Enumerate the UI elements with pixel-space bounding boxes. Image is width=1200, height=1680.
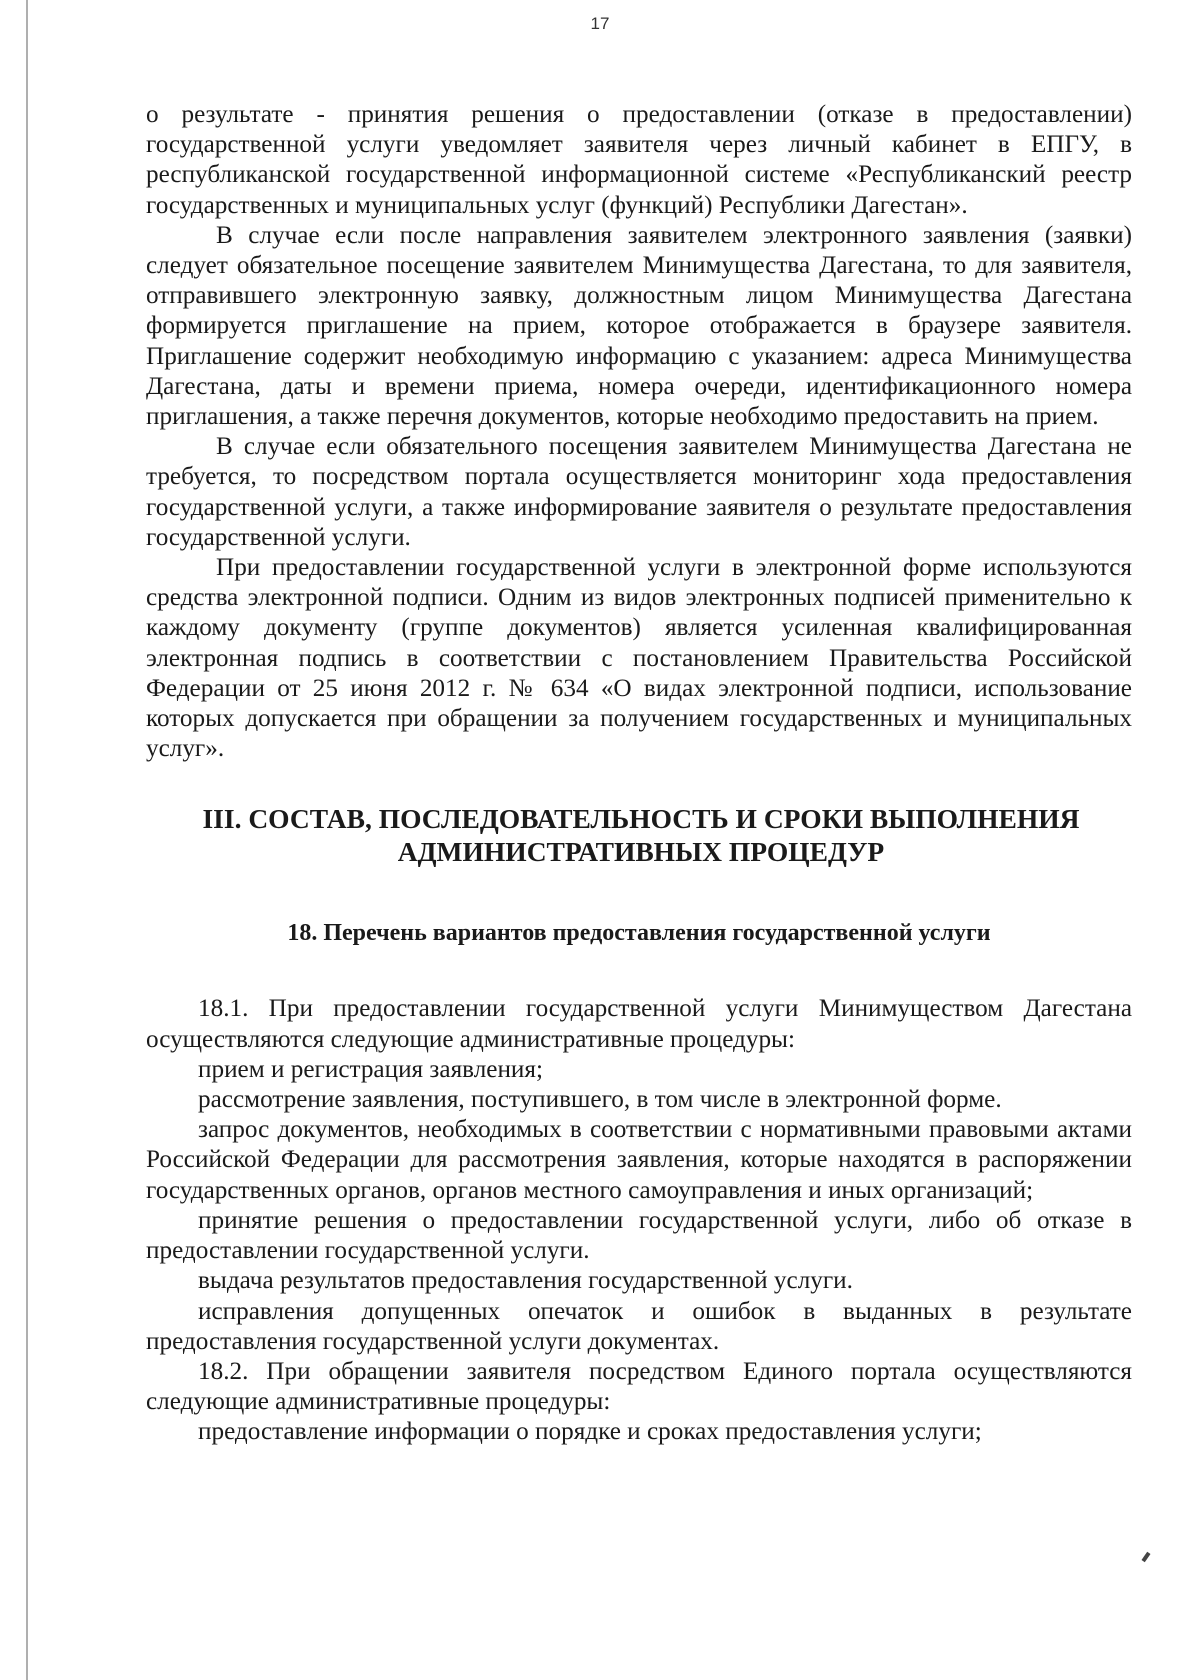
procedures-list [146,994,1132,1447]
procedure-item: прием и регистрация заявления; [198,1055,543,1083]
document-body [146,100,1132,1448]
scan-mark [1141,1552,1150,1562]
scan-edge-line [26,0,28,1680]
paragraph-result-notification: о результате - принятия решения о предоставлении (отказе в предоставлении) государственной услуги уведомляет заявителя через личный кабинет в ЕПГУ, в республиканской государственной информационной системе «Республиканский реестр государственных и муниципальных услуг (функций) Республики Дагестан». [146,101,1132,219]
procedure-item: исправления допущенных опечаток и ошибок в выданных в результате предоставления государственной услуги документах. [146,1297,1132,1355]
subsection-heading: 18. Перечень вариантов предоставления государственной услуги [287,920,991,947]
paragraph-no-visit: В случае если обязательного посещения заявителем Минимущества Дагестана не требуется, то посредством портала осуществляется мониторинг хода предоставления государственной услуги, а также информирование заявителя о результате предоставления государственной услуги. [146,433,1132,551]
procedure-item: выдача результатов предоставления государственной услуги. [198,1267,853,1295]
paragraph-electronic-signature: При предоставлении государственной услуги в электронной форме используются средства электронной подписи. Одним из видов электронных подписей применительно к каждому документу (группе документов) является усиленная квалифицированная электронная подпись в соответствии с постановлением Правительства Российской Федерации от 25 июня 2012 г. № 634 «О видах электронной подписи, использование которых допускается при обращении за получением государственных и муниципальных услуг». [146,554,1132,763]
procedure-item: 18.1. При предоставлении государственной услуги Минимуществом Дагестана осуществляются следующие административные процедуры: [146,995,1132,1053]
procedure-item: запрос документов, необходимых в соответствии с нормативными правовыми актами Российской Федерации для рассмотрения заявления, которые находятся в распоряжении государственных органов, органов местного самоуправления и иных организаций; [146,1116,1132,1204]
procedure-item: принятие решения о предоставлении государственной услуги, либо об отказе в предоставлении государственной услуги. [146,1206,1132,1265]
paragraph-mandatory-visit: В случае если после направления заявителем электронного заявления (заявки) следует обязательное посещение заявителем Минимущества Дагестана, то для заявителя, отправившего электронную заявку, должностным лицом Минимущества Дагестана формируется приглашение на прием, которое отображается в браузере заявителя. Приглашение содержит необходимую информацию с указанием: адреса Минимущества Дагестана, даты и времени приема, номера очереди, идентификационного номера приглашения, а также перечня документов, которые необходимо предоставить на прием. [146,221,1132,431]
procedure-item: предоставление информации о порядке и сроках предоставления услуги; [198,1418,982,1446]
procedure-item: рассмотрение заявления, поступившего, в том числе в электронной форме. [198,1086,1002,1114]
page-number: 17 [590,14,610,33]
procedure-item: 18.2. При обращении заявителя посредством Единого портала осуществляются следующие административные процедуры: [146,1357,1132,1416]
section-heading: III. СОСТАВ, ПОСЛЕДОВАТЕЛЬНОСТЬ И СРОКИ ВЫПОЛНЕНИЯ АДМИНИСТРАТИВНЫХ ПРОЦЕДУР [202,803,1080,868]
